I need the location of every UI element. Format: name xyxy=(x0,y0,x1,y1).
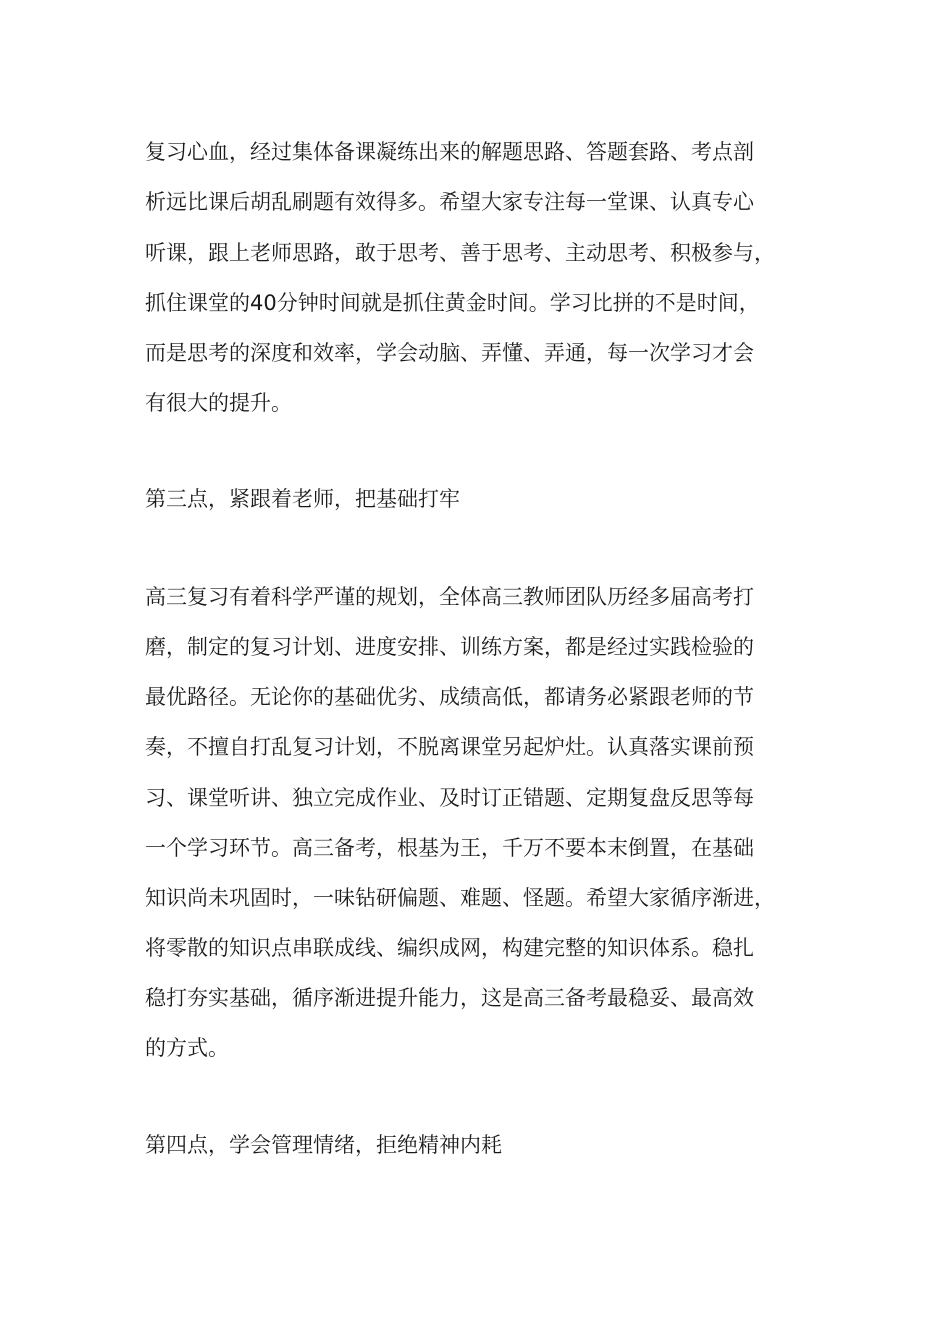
paragraph-line: 最优路径。无论你的基础优劣、成绩高低，都请务必紧跟老师的节 xyxy=(145,685,754,709)
paragraph-line: 的方式。 xyxy=(145,1036,229,1060)
paragraph-line: 而是思考的深度和效率，学会动脑、弄懂、弄通，每一次学习才会 xyxy=(145,341,754,365)
paragraph-line: 听课，跟上老师思路，敢于思考、善于思考、主动思考、积极参与， xyxy=(145,241,775,265)
section-heading: 第四点，学会管理情绪，拒绝精神内耗 xyxy=(145,1133,502,1157)
section-heading: 第三点，紧跟着老师，把基础打牢 xyxy=(145,487,460,511)
paragraph-line: 复习心血，经过集体备课凝练出来的解题思路、答题套路、考点剖 xyxy=(145,140,754,164)
paragraph-line: 高三复习有着科学严谨的规划，全体高三教师团队历经多届高考打 xyxy=(145,585,754,609)
paragraph-line: 抓住课堂的40分钟时间就是抓住黄金时间。学习比拼的不是时间， xyxy=(145,291,760,315)
paragraph-line: 析远比课后胡乱刷题有效得多。希望大家专注每一堂课、认真专心 xyxy=(145,190,754,214)
paragraph-line: 奏，不擅自打乱复习计划，不脱离课堂另起炉灶。认真落实课前预 xyxy=(145,735,754,759)
paragraph-line: 习、课堂听讲、独立完成作业、及时订正错题、定期复盘反思等每 xyxy=(145,786,754,810)
paragraph-line: 稳打夯实基础，循序渐进提升能力，这是高三备考最稳妥、最高效 xyxy=(145,986,754,1010)
paragraph-line: 知识尚未巩固时，一味钻研偏题、难题、怪题。希望大家循序渐进， xyxy=(145,886,775,910)
paragraph-line: 磨，制定的复习计划、进度安排、训练方案，都是经过实践检验的 xyxy=(145,635,754,659)
paragraph-line: 有很大的提升。 xyxy=(145,391,292,415)
paragraph-line: 一个学习环节。高三备考，根基为王，千万不要本末倒置，在基础 xyxy=(145,836,754,860)
paragraph-line: 将零散的知识点串联成线、编织成网，构建完整的知识体系。稳扎 xyxy=(145,936,754,960)
